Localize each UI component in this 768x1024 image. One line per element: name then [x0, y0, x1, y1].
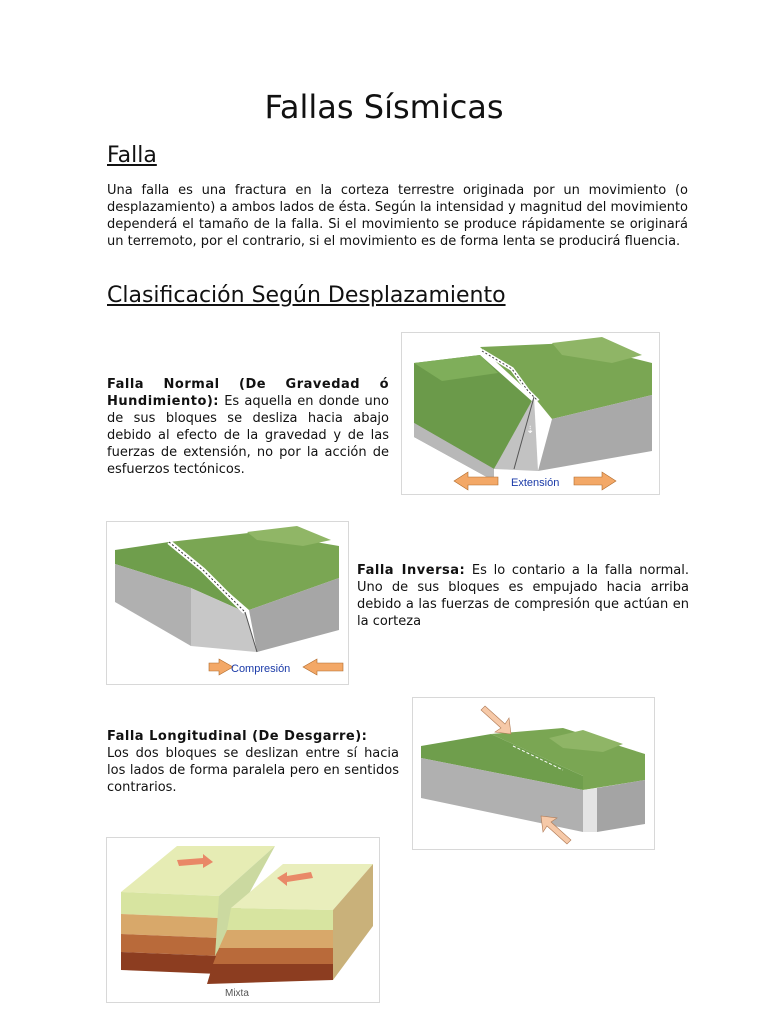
figure-falla-inversa: [106, 521, 349, 685]
figure-falla-normal: [401, 332, 660, 495]
falla-normal-paragraph: [107, 376, 389, 478]
falla-normal-lead: Falla Normal (De Gravedad ó Hundimiento):: [107, 377, 389, 409]
falla-inversa-illustration: [107, 522, 348, 684]
falla-longitudinal-paragraph: [107, 728, 399, 796]
falla-inversa-text: Es lo contario a la falla normal. Uno de sus bloques es empujado hacia arriba debido a las fuerzas de compresión que actúan en la corteza: [357, 563, 689, 629]
arrow-down-icon: [481, 706, 511, 734]
figure-label-extension: Extensión: [511, 477, 560, 489]
falla-longitudinal-lead: Falla Longitudinal (De Desgarre):: [107, 729, 368, 744]
figure-falla-longitudinal: [412, 697, 655, 850]
falla-inversa-lead: Falla Inversa:: [357, 563, 466, 578]
section-heading-falla: Falla: [107, 143, 157, 168]
arrow-right-icon: [209, 659, 233, 675]
falla-longitudinal-illustration: [413, 698, 654, 849]
falla-normal-illustration: [402, 333, 659, 494]
slip-arrows-icon: ⇣⇡: [526, 425, 543, 436]
page-title: Fallas Sísmicas: [264, 88, 504, 126]
falla-longitudinal-text: Los dos bloques se deslizan entre sí hacia los lados de forma paralela pero en sentidos contrarios.: [107, 746, 399, 795]
section-heading-clasificacion: Clasificación Según Desplazamiento: [107, 283, 506, 308]
falla-mixta-illustration: [107, 838, 379, 1002]
falla-inversa-paragraph: [357, 562, 689, 630]
arrow-right-icon: [574, 472, 616, 490]
arrow-left-icon: [303, 659, 343, 675]
figure-label-mixta: Mixta: [225, 988, 249, 999]
falla-paragraph: Una falla es una fractura en la corteza terrestre originada por un movimiento (o desplazamiento) a ambos lados de ésta. Según la intensidad y magnitud del movimiento dependerá el tamaño de la falla. Si el movimiento se produce rápidamente se originará un terremoto, por el contrario, si el movimiento es de forma lenta se producirá fluencia.: [107, 183, 688, 249]
figure-label-compresion: Compresión: [231, 663, 291, 675]
falla-normal-text: Es aquella en donde uno de sus bloques se desliza hacia abajo debido al efecto de la gravedad y de las fuerzas de extensión, no por la acción de esfuerzos tectónicos.: [107, 394, 389, 477]
figure-falla-mixta: [106, 837, 380, 1003]
